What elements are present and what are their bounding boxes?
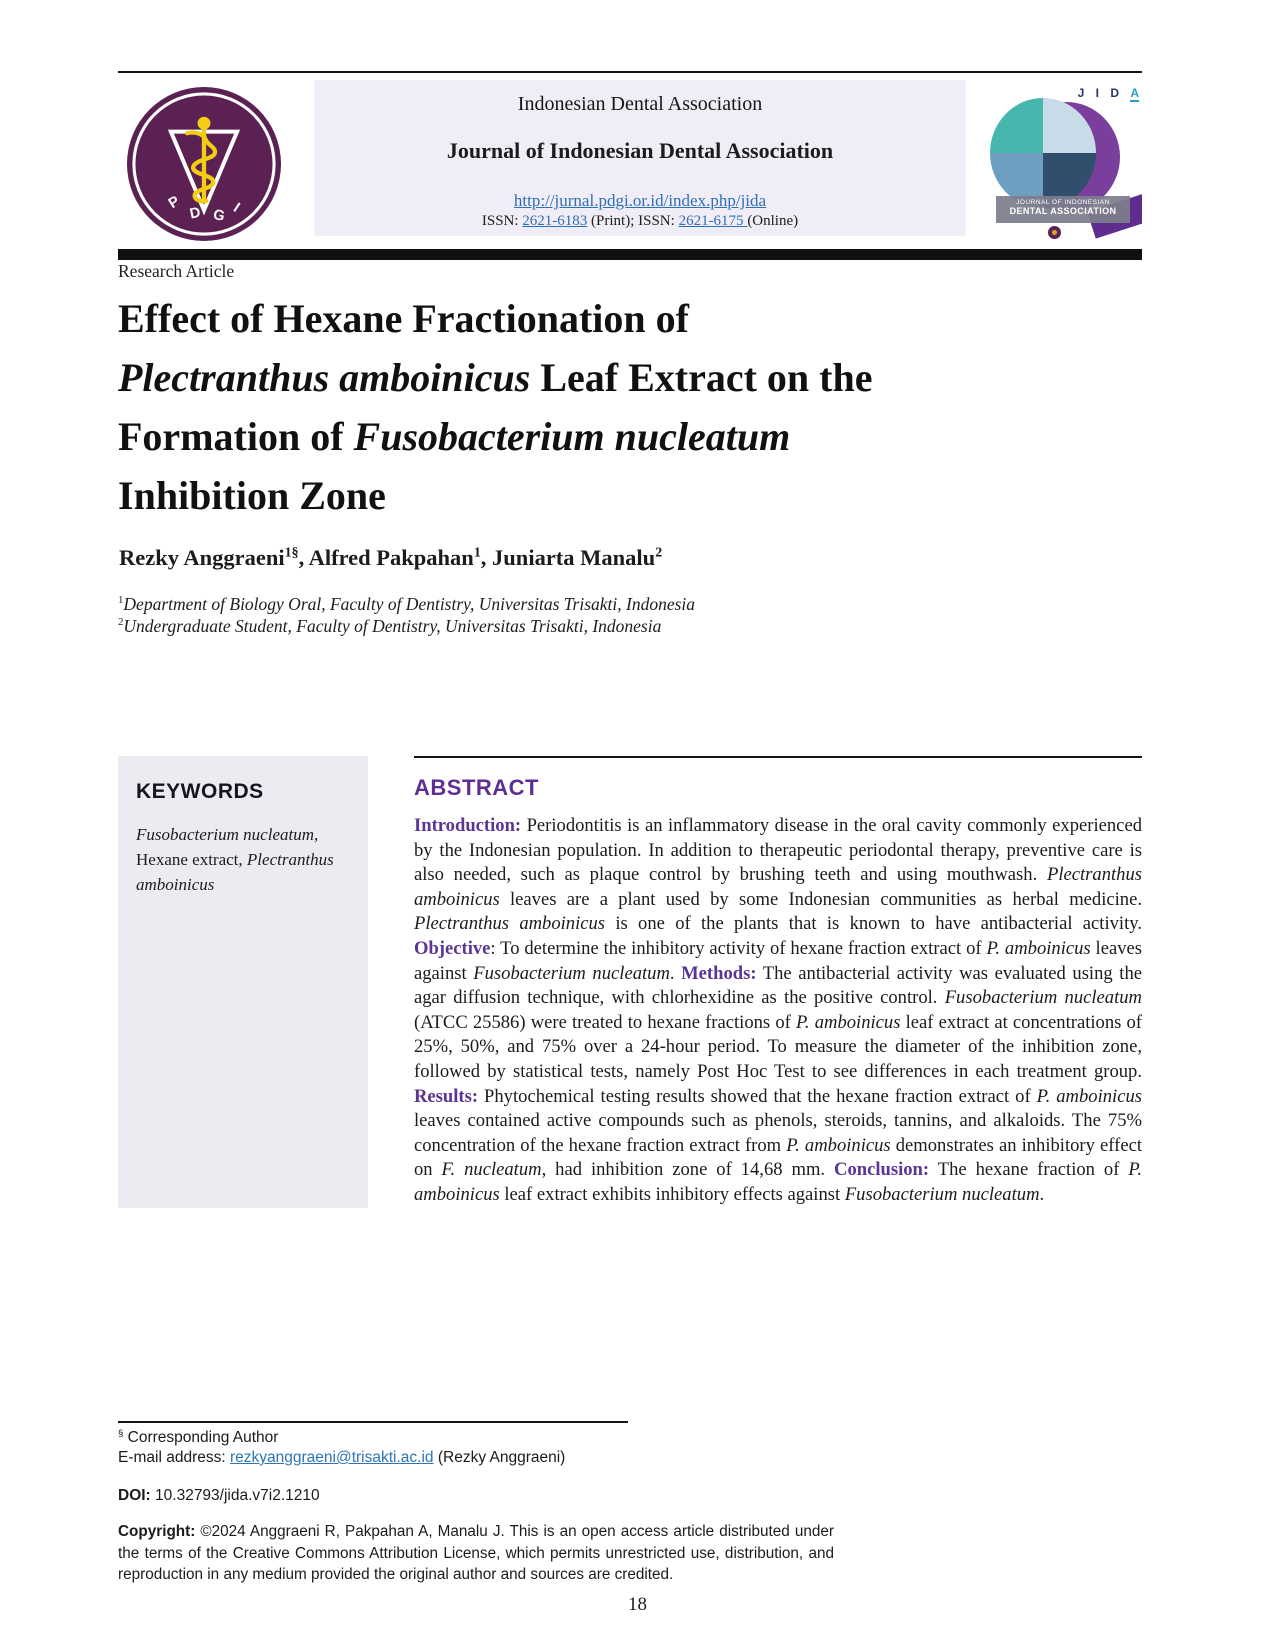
keyword-1: Fusobacterium nucleatum <box>136 825 314 844</box>
journal-url-link[interactable]: http://jurnal.pdgi.or.id/index.php/jida <box>513 191 767 210</box>
abstract-species: P. amboinicus <box>795 1011 901 1033</box>
abstract-segment: Phytochemical testing results showed that the hexane fraction extract of <box>478 1085 1037 1107</box>
logo-letter-g: G <box>211 206 227 225</box>
title-line-3-pre: Formation of <box>118 414 354 459</box>
author-list <box>119 545 662 571</box>
logo-letter-p: P <box>165 193 183 213</box>
email-link[interactable]: rezkyanggraeni@trisakti.ac.id <box>229 1449 434 1466</box>
keywords-box <box>118 756 368 1208</box>
article-title <box>118 289 1118 525</box>
abstract-species: Fusobacterium nucleatum <box>473 962 670 984</box>
keyword-2: Hexane extract, <box>136 850 247 869</box>
corresponding-author-note <box>118 1429 278 1447</box>
title-line-2 <box>118 348 1118 407</box>
affiliation-1 <box>118 593 695 615</box>
affiliation-1-text: Department of Biology Oral, Faculty of Dentistry, Universitas Trisakti, Indonesia <box>123 594 696 614</box>
abstract-segment: Periodontitis is an inflammatory disease in the oral cavity commonly experienced by the Indonesian population. In addition to therapeutic periodontal therapy, preventive care is also needed, such as plaque control by brushing teeth and using mouthwash. <box>414 815 1142 886</box>
affiliations <box>118 593 695 637</box>
abstract-segment: (ATCC 25586) were treated to hexane fractions of <box>414 1011 796 1033</box>
association-name: Indonesian Dental Association <box>517 93 763 115</box>
abstract-species: P. amboinicus <box>786 1134 891 1156</box>
email-suffix: (Rezky Anggraeni) <box>433 1449 566 1466</box>
abstract-segment: leaves against <box>414 937 1142 984</box>
email-line <box>118 1449 565 1467</box>
affiliation-2-sup: 2 <box>118 616 124 629</box>
affiliation-2 <box>118 615 695 637</box>
abstract-introduction-label: Introduction: <box>414 815 522 836</box>
copyright-label: Copyright: <box>118 1523 196 1540</box>
affiliation-1-sup: 1 <box>118 594 124 607</box>
issn-label: ISSN: <box>481 213 523 229</box>
abstract-segment: demonstrates an inhibitory effect on <box>414 1134 1142 1181</box>
header-divider-bar <box>118 249 1142 260</box>
doi-value: 10.32793/jida.v7i2.1210 <box>150 1487 320 1504</box>
abstract-species: P. amboinicus <box>414 1159 1142 1205</box>
abstract-segment: : To determine the inhibitory activity of hexane fraction extract of <box>490 937 987 959</box>
journal-header-box <box>314 80 966 236</box>
title-line-3 <box>118 407 1118 466</box>
cover-mini-pdgi-logo <box>1048 226 1061 239</box>
author-3-sup: 2 <box>655 545 663 561</box>
issn-online-link[interactable]: 2621-6175 <box>678 213 748 229</box>
abstract-species: F. nucleatum <box>441 1159 542 1181</box>
email-label: E-mail address: <box>118 1449 230 1466</box>
author-2-sup: 1 <box>473 545 481 561</box>
doi-label: DOI: <box>118 1487 151 1504</box>
title-line-2-rest: Leaf Extract on the <box>530 355 873 400</box>
cover-photo-collage <box>990 98 1096 208</box>
affiliation-2-text: Undergraduate Student, Faculty of Dentistry, Universitas Trisakti, Indonesia <box>123 616 662 636</box>
corresponding-author-text: Corresponding Author <box>123 1429 279 1446</box>
journal-cover-thumbnail <box>990 78 1142 242</box>
abstract-species: P. amboinicus <box>986 937 1091 959</box>
section-mark: § <box>118 1427 124 1439</box>
issn-suffix: (Online) <box>747 213 799 229</box>
journal-title: Journal of Indonesian Dental Association <box>446 138 834 163</box>
author-1-sup: 1§ <box>284 545 299 561</box>
logo-letter-i: I <box>230 200 243 216</box>
copyright-notice <box>118 1521 834 1586</box>
keyword-sep: , <box>314 825 319 844</box>
abstract-species: P. amboinicus <box>1036 1085 1142 1107</box>
abstract-segment: , had inhibition zone of 14,68 mm. <box>541 1159 835 1181</box>
abstract-segment: leaves contained active compounds such as phenols, steroids, tannins, and alkaloids. The 75% concentration of the hexane fraction extract from <box>414 1110 1142 1156</box>
abstract-segment: The antibacterial activity was evaluated using the agar diffusion technique, with chlorhexidine as the positive control. <box>414 962 1142 1009</box>
jida-a: A <box>1130 86 1139 100</box>
abstract-conclusion-label: Conclusion: <box>834 1159 930 1181</box>
abstract-segment: . <box>1039 1183 1045 1205</box>
article-type-label: Research Article <box>118 261 235 281</box>
page-number: 18 <box>628 1594 647 1615</box>
author-2: , Alfred Pakpahan <box>298 545 474 570</box>
jida-prefix: J I D <box>1077 86 1131 100</box>
abstract-segment: leaf extract at concentrations of 25%, 50%, and 75% over a 24-hour period. To measure the diameter of the inhibition zone, followed by statistical tests, namely Post Hoc Test to see differences in each treatment group. <box>414 1011 1142 1082</box>
issn-line <box>314 213 966 230</box>
doi-line <box>118 1487 320 1505</box>
cover-band-line2: DENTAL ASSOCIATION <box>1009 206 1117 216</box>
abstract-column <box>414 756 1142 1208</box>
abstract-methods-label: Methods: <box>681 962 757 984</box>
author-3: , Juniarta Manalu <box>480 545 656 570</box>
issn-mid: (Print); ISSN: <box>587 213 679 229</box>
abstract-segment: is one of the plants that is known to have antibacterial activity. <box>605 913 1142 935</box>
cover-title-band <box>996 196 1130 223</box>
title-species-1: Plectranthus amboinicus <box>118 355 531 400</box>
logo-letter-d: D <box>188 204 203 223</box>
abstract-species: Fusobacterium nucleatum <box>944 987 1142 1009</box>
abstract-species: Plectranthus amboinicus <box>414 913 606 935</box>
abstract-species: Fusobacterium nucleatum <box>844 1183 1040 1205</box>
title-line-4: Inhibition Zone <box>118 473 386 518</box>
keyword-3: Plectranthus amboinicus <box>136 850 334 894</box>
abstract-segment: . <box>669 962 682 984</box>
abstract-species: Plectranthus amboinicus <box>414 864 1142 910</box>
abstract-segment: leaf extract exhibits inhibitory effects against <box>499 1183 845 1205</box>
author-1: Rezky Anggraeni <box>119 545 285 570</box>
issn-print-link[interactable]: 2621-6183 <box>522 213 588 229</box>
cover-jida-wordmark <box>1078 86 1139 100</box>
top-rule <box>118 71 1142 73</box>
title-line-1: Effect of Hexane Fractionation of <box>118 296 689 341</box>
abstract-results-label: Results: <box>414 1085 479 1107</box>
cover-band-line1: JOURNAL OF INDONESIAN <box>1016 199 1110 206</box>
keywords-list <box>136 822 350 897</box>
abstract-segment: The hexane fraction of <box>929 1159 1129 1181</box>
abstract-heading: ABSTRACT <box>414 775 539 800</box>
footnote-rule <box>118 1421 628 1423</box>
title-species-2: Fusobacterium nucleatum <box>353 414 791 459</box>
pdgi-logo <box>126 87 282 241</box>
keywords-abstract-section <box>118 756 1142 1208</box>
journal-header <box>118 79 1142 245</box>
abstract-segment: leaves are a plant used by some Indonesian communities as herbal medicine. <box>499 888 1142 910</box>
copyright-text: ©2024 Anggraeni R, Pakpahan A, Manalu J. This is an open access article distributed under the terms of the Creative Commons Attribution License, which permits unrestricted use, distribution, and reproduction in any medium provided the original author and sources are credited. <box>118 1523 834 1583</box>
abstract-objective-label: Objective <box>414 937 491 959</box>
keywords-heading: KEYWORDS <box>136 780 264 803</box>
abstract-paragraph <box>414 814 1142 1208</box>
